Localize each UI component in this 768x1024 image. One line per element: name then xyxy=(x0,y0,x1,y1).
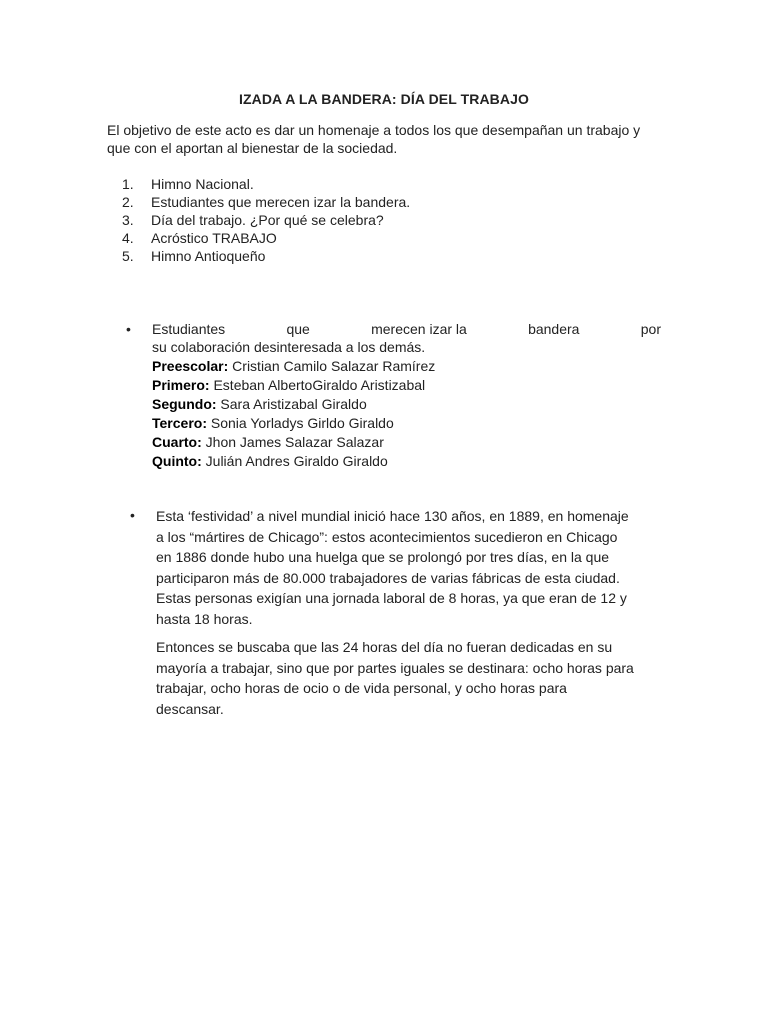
grade-label: Primero: xyxy=(152,377,210,393)
list-item xyxy=(122,211,410,229)
grade-label: Quinto: xyxy=(152,453,202,469)
bullet-icon: • xyxy=(126,321,131,337)
honorees-intro-word: merecen izar la xyxy=(371,321,467,337)
list-item-text: Estudiantes que merecen izar la bandera. xyxy=(151,194,411,210)
honorees-intro-word: por xyxy=(640,321,661,337)
student-name: Sonia Yorladys Girldo Giraldo xyxy=(206,415,394,431)
list-number: 5. xyxy=(122,248,134,264)
honoree-row xyxy=(152,433,661,452)
student-name: Jhon James Salazar Salazar xyxy=(201,434,384,450)
list-item xyxy=(122,193,410,211)
list-item-text: Día del trabajo. ¿Por qué se celebra? xyxy=(151,212,384,228)
list-number: 1. xyxy=(122,176,134,192)
student-name: Sara Aristizabal Giraldo xyxy=(216,396,367,412)
history-paragraph-1: Esta ‘festividad’ a nivel mundial inició hace 130 años, en 1889, en homenaje a los “mártires de Chicago”: estos acontecimientos sucedieron en Chicago en 1886 donde hubo una huelga que se prolongó por tres días, en la que participaron más de 80.000 trabajadores de varias fábricas de esta ciudad. Estas personas exigían una jornada laboral de 8 horas, ya que eran de 12 y hasta 18 horas. xyxy=(156,508,629,627)
list-item-text: Himno Nacional. xyxy=(151,176,254,192)
honoree-row xyxy=(152,357,661,376)
grade-label: Tercero: xyxy=(152,415,207,431)
student-name: Esteban AlbertoGiraldo Aristizabal xyxy=(209,377,426,393)
honoree-row xyxy=(152,376,661,395)
list-item-text: Himno Antioqueño xyxy=(151,248,266,264)
honorees-intro-word: Estudiantes xyxy=(152,321,226,337)
list-item xyxy=(122,247,410,265)
list-item xyxy=(122,229,410,247)
list-item xyxy=(122,175,410,193)
list-item-text: Acróstico TRABAJO xyxy=(151,230,277,246)
honorees-content xyxy=(152,320,661,471)
grade-label: Segundo: xyxy=(152,396,217,412)
bullet-icon: • xyxy=(130,507,135,523)
honorees-intro-word: que xyxy=(286,321,310,337)
honorees-intro-line-2: su colaboración desinteresada a los demás. xyxy=(152,339,426,355)
list-number: 3. xyxy=(122,212,134,228)
honoree-row xyxy=(152,452,661,471)
student-name: Cristian Camilo Salazar Ramírez xyxy=(228,358,436,374)
grade-label: Cuarto: xyxy=(152,434,202,450)
agenda-list xyxy=(122,175,410,265)
honorees-intro-word: bandera xyxy=(528,321,580,337)
list-number: 2. xyxy=(122,194,134,210)
document-title: IZADA A LA BANDERA: DÍA DEL TRABAJO xyxy=(239,91,529,107)
list-number: 4. xyxy=(122,230,134,246)
honorees-intro-line xyxy=(152,320,661,338)
honoree-row xyxy=(152,395,661,414)
history-paragraph-2: Entonces se buscaba que las 24 horas del día no fueran dedicadas en su mayoría a trabajar, sino que por partes iguales se destinara: ocho horas para trabajar, ocho horas de ocio o de vida personal, y ocho horas para descansar. xyxy=(156,639,634,717)
honoree-row xyxy=(152,414,661,433)
intro-paragraph: El objetivo de este acto es dar un homenaje a todos los que desempañan un trabajo y que con el aportan al bienestar de la sociedad. xyxy=(107,122,641,156)
grade-label: Preescolar: xyxy=(152,358,229,374)
student-name: Julián Andres Giraldo Giraldo xyxy=(201,453,388,469)
history-content xyxy=(156,506,636,719)
